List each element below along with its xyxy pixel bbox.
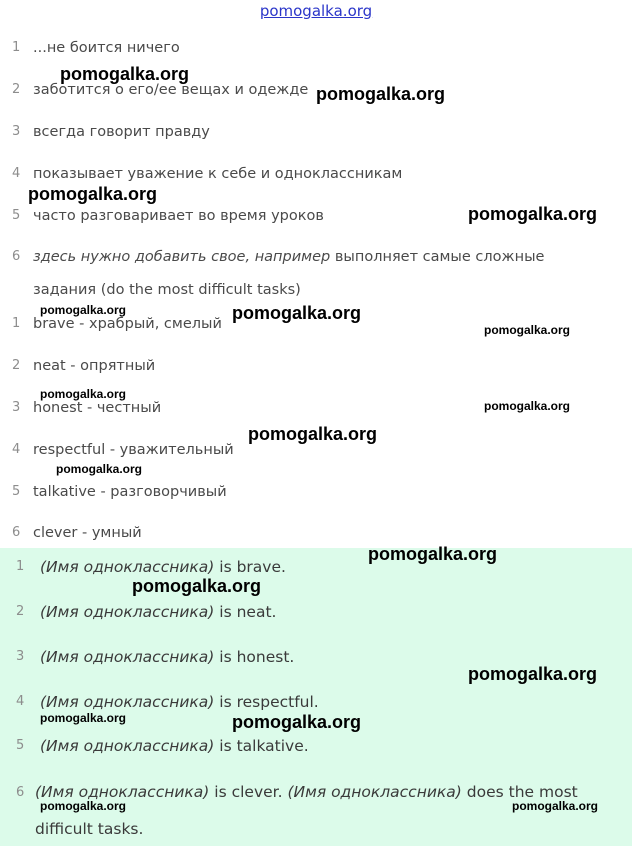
watermark-text: pomogalka.org <box>232 303 362 323</box>
watermark-text: pomogalka.org <box>40 711 127 725</box>
classmate-name-placeholder: (Имя одноклассника) <box>40 648 215 666</box>
watermark-text: pomogalka.org <box>248 424 378 444</box>
classmate-name-placeholder: (Имя одноклассника) <box>40 693 215 711</box>
watermark-text: pomogalka.org <box>40 303 127 317</box>
item-text: часто разговаривает во время уроков <box>33 208 324 224</box>
sentence-text: is honest. <box>219 648 295 666</box>
watermark-text: pomogalka.org <box>40 387 127 401</box>
item-number: 2 <box>16 604 25 619</box>
example-hint: здесь нужно добавить свое, например <box>33 249 331 265</box>
item-number: 4 <box>16 694 25 709</box>
item-number: 3 <box>12 400 21 415</box>
watermark-text: pomogalka.org <box>484 399 571 413</box>
example-text: выполняет самые сложные задания (do the most difficult tasks) <box>33 249 545 298</box>
item-number: 5 <box>16 738 25 753</box>
item-number: 1 <box>12 40 21 55</box>
item-number: 3 <box>16 649 25 664</box>
item-number: 6 <box>12 525 21 540</box>
watermark-text: pomogalka.org <box>40 799 127 813</box>
site-header-link[interactable]: pomogalka.org <box>259 2 373 20</box>
classmate-name-placeholder: (Имя одноклассника) <box>35 783 210 801</box>
sentence-text: is brave. <box>219 558 286 576</box>
item-text: neat - опрятный <box>33 358 156 374</box>
item-text: ...не боится ничего <box>33 40 180 56</box>
watermark-text: pomogalka.org <box>60 64 190 84</box>
sentence-text: is respectful. <box>219 693 319 711</box>
classmate-name-placeholder: (Имя одноклассника) <box>40 558 215 576</box>
watermark-text: pomogalka.org <box>368 544 498 564</box>
item-text: brave - храбрый, смелый <box>33 316 222 332</box>
watermark-text: pomogalka.org <box>28 184 158 204</box>
item-text <box>40 647 294 667</box>
item-number: 1 <box>16 559 25 574</box>
item-text <box>40 736 309 756</box>
item-number: 3 <box>12 124 21 139</box>
watermark-text: pomogalka.org <box>484 323 571 337</box>
item-text: talkative - разговорчивый <box>33 484 227 500</box>
item-number: 5 <box>12 484 21 499</box>
item-text: показывает уважение к себе и одноклассникам <box>33 166 403 182</box>
item-text: honest - честный <box>33 400 162 416</box>
item-number: 4 <box>12 166 21 181</box>
item-text: заботится о его/ее вещах и одежде <box>33 82 309 98</box>
item-text <box>40 557 286 577</box>
watermark-text: pomogalka.org <box>468 204 598 224</box>
item-number: 2 <box>12 82 21 97</box>
watermark-text: pomogalka.org <box>132 576 262 596</box>
item-text: всегда говорит правду <box>33 124 210 140</box>
classmate-name-placeholder: (Имя одноклассника) <box>287 783 462 801</box>
watermark-text: pomogalka.org <box>316 84 446 104</box>
item-text <box>33 241 593 307</box>
classmate-name-placeholder: (Имя одноклассника) <box>40 737 215 755</box>
classmate-name-placeholder: (Имя одноклассника) <box>40 603 215 621</box>
watermark-text: pomogalka.org <box>468 664 598 684</box>
watermark-text: pomogalka.org <box>56 462 143 476</box>
watermark-text: pomogalka.org <box>512 799 599 813</box>
item-text: respectful - уважительный <box>33 442 234 458</box>
item-number: 1 <box>12 316 21 331</box>
item-number: 4 <box>12 442 21 457</box>
item-number: 2 <box>12 358 21 373</box>
item-number: 5 <box>12 208 21 223</box>
item-text <box>40 602 276 622</box>
item-text <box>40 692 319 712</box>
item-text: clever - умный <box>33 525 142 541</box>
sentence-text: is clever. <box>214 783 283 801</box>
item-number: 6 <box>12 249 21 264</box>
item-number: 6 <box>16 785 25 800</box>
sentence-text: is neat. <box>219 603 277 621</box>
sentence-text: is talkative. <box>219 737 309 755</box>
sentence-text: does the most difficult tasks. <box>35 783 578 838</box>
watermark-text: pomogalka.org <box>232 712 362 732</box>
